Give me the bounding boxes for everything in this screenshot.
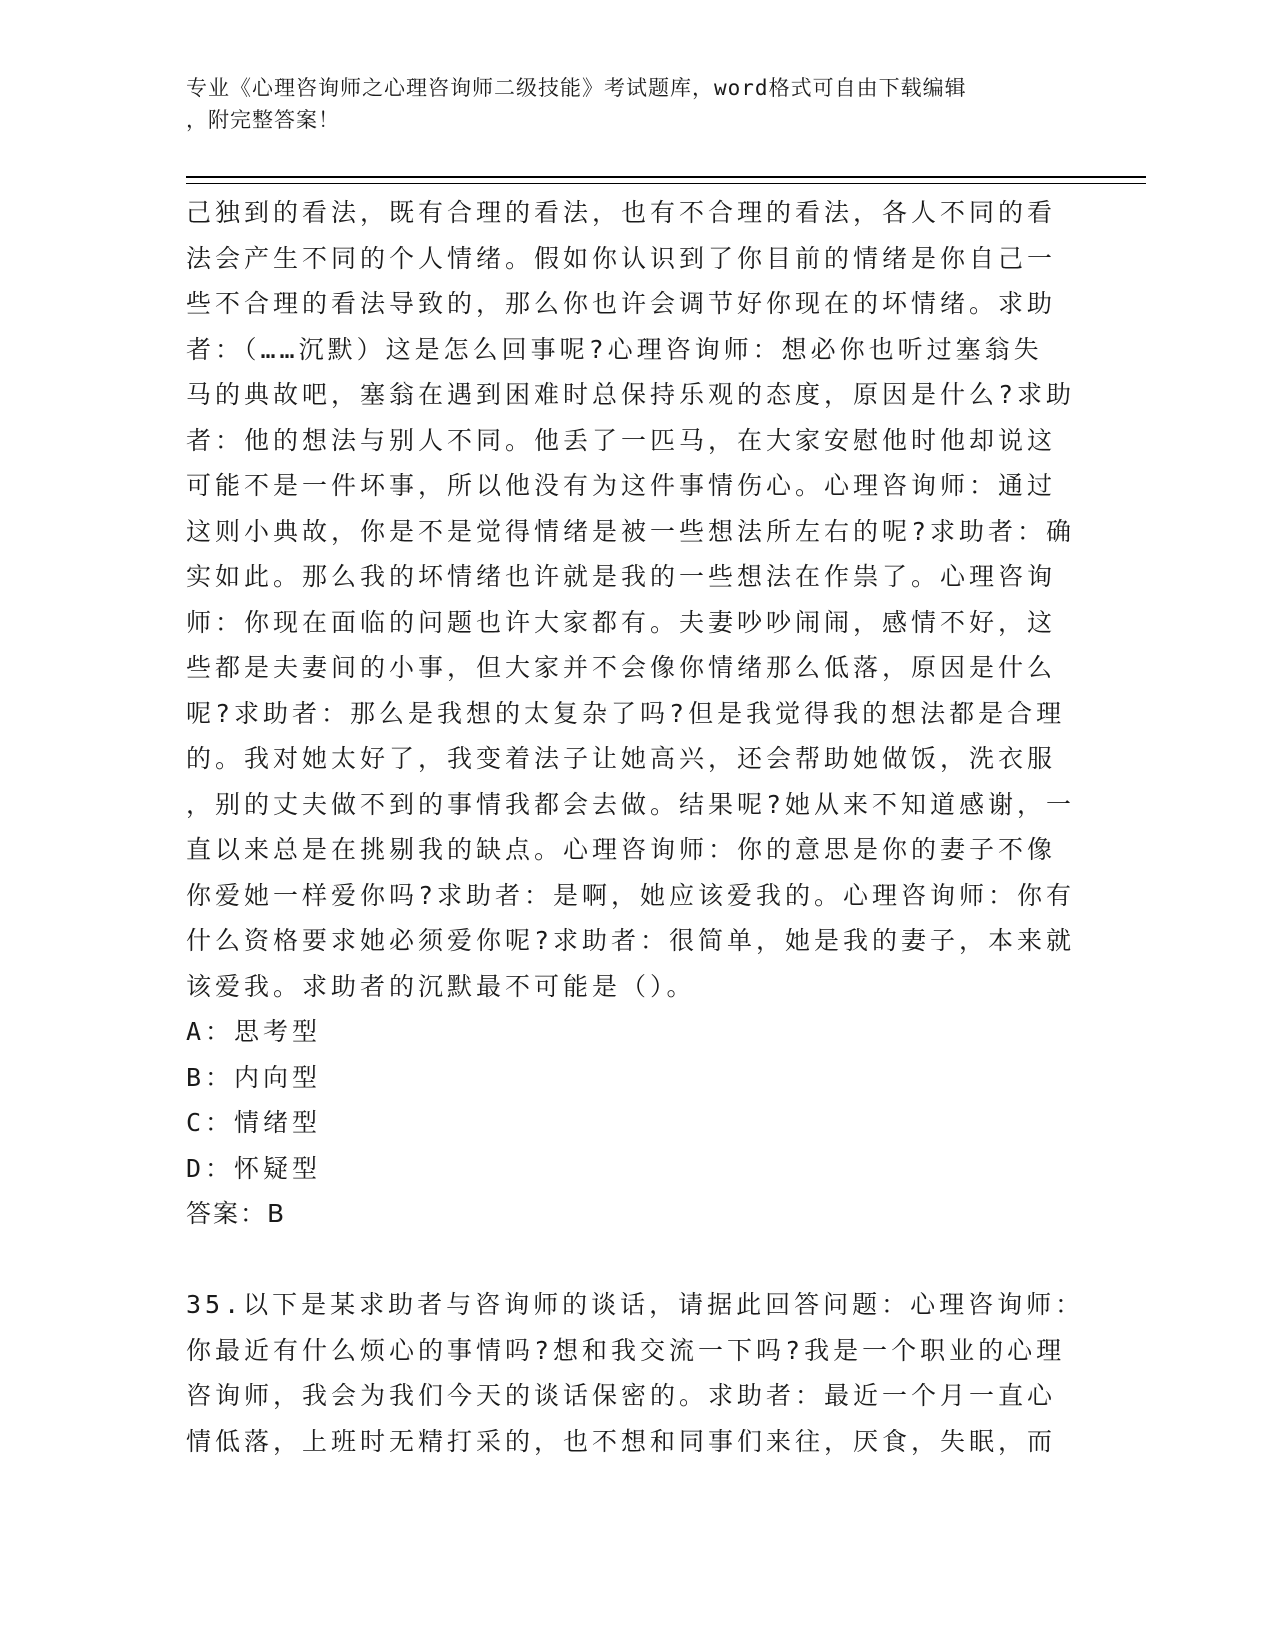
document-body <box>186 190 1085 1464</box>
text-line: ，别的丈夫做不到的事情我都会去做。结果呢?她从来不知道感谢，一 <box>186 789 1076 819</box>
text-line: 实如此。那么我的坏情绪也许就是我的一些想法在作祟了。心理咨询 <box>186 562 1057 591</box>
header-line-2: ，附完整答案！ <box>186 108 340 132</box>
document-header <box>186 72 1086 136</box>
header-line-1: 专业《心理咨询师之心理咨询师二级技能》考试题库，word格式可自由下载编辑 <box>186 76 967 100</box>
text-line: 咨询师，我会为我们今天的谈话保密的。求助者：最近一个月一直心 <box>186 1381 1057 1410</box>
text-line: 些不合理的看法导致的，那么你也许会调节好你现在的坏情绪。求助 <box>186 289 1057 318</box>
question-35-text <box>186 1282 1085 1464</box>
text-line: 者：（……沉默）这是怎么回事呢?心理咨询师：想必你也听过塞翁失 <box>186 334 1043 364</box>
text-line: 己独到的看法，既有合理的看法，也有不合理的看法，各人不同的看 <box>186 198 1057 227</box>
text-line: 可能不是一件坏事，所以他没有为这件事情伤心。心理咨询师：通过 <box>186 471 1057 500</box>
text-line: 这则小典故，你是不是觉得情绪是被一些想法所左右的呢?求助者：确 <box>186 516 1076 546</box>
text-line: 该爱我。求助者的沉默最不可能是（）。 <box>186 971 696 1001</box>
answer-key: 答案：B <box>186 1199 287 1228</box>
header-divider-thick <box>186 176 1146 178</box>
text-line: 情低落，上班时无精打采的，也不想和同事们来往，厌食，失眠，而 <box>186 1426 1057 1456</box>
option-a: A：思考型 <box>186 1017 322 1046</box>
option-b: B：内向型 <box>186 1062 322 1092</box>
text-line: 35.以下是某求助者与咨询师的谈话，请据此回答问题：心理咨询师： <box>186 1290 1085 1319</box>
text-line: 马的典故吧，塞翁在遇到困难时总保持乐观的态度，原因是什么?求助 <box>186 380 1076 409</box>
text-line: 法会产生不同的个人情绪。假如你认识到了你目前的情绪是你自己一 <box>186 243 1057 273</box>
text-line: 什么资格要求她必须爱你呢?求助者：很简单，她是我的妻子，本来就 <box>186 926 1076 955</box>
text-line: 些都是夫妻间的小事，但大家并不会像你情绪那么低落，原因是什么 <box>186 653 1057 682</box>
header-divider-thin <box>186 183 1146 184</box>
question-prev-text <box>186 190 1076 1009</box>
text-line: 的。我对她太好了，我变着法子让她高兴，还会帮助她做饭，洗衣服 <box>186 744 1057 773</box>
spacer <box>186 1237 1066 1283</box>
text-line: 直以来总是在挑剔我的缺点。心理咨询师：你的意思是你的妻子不像 <box>186 835 1057 864</box>
text-line: 师：你现在面临的问题也许大家都有。夫妻吵吵闹闹，感情不好，这 <box>186 607 1057 637</box>
text-line: 者：他的想法与别人不同。他丢了一匹马，在大家安慰他时他却说这 <box>186 425 1057 455</box>
option-c: C：情绪型 <box>186 1108 322 1137</box>
text-line: 呢?求助者：那么是我想的太复杂了吗?但是我觉得我的想法都是合理 <box>186 698 1066 728</box>
answer-options <box>186 1009 1066 1191</box>
text-line: 你最近有什么烦心的事情吗?想和我交流一下吗?我是一个职业的心理 <box>186 1335 1066 1365</box>
option-d: D：怀疑型 <box>186 1153 322 1183</box>
text-line: 你爱她一样爱你吗?求助者：是啊，她应该爱我的。心理咨询师：你有 <box>186 880 1076 910</box>
